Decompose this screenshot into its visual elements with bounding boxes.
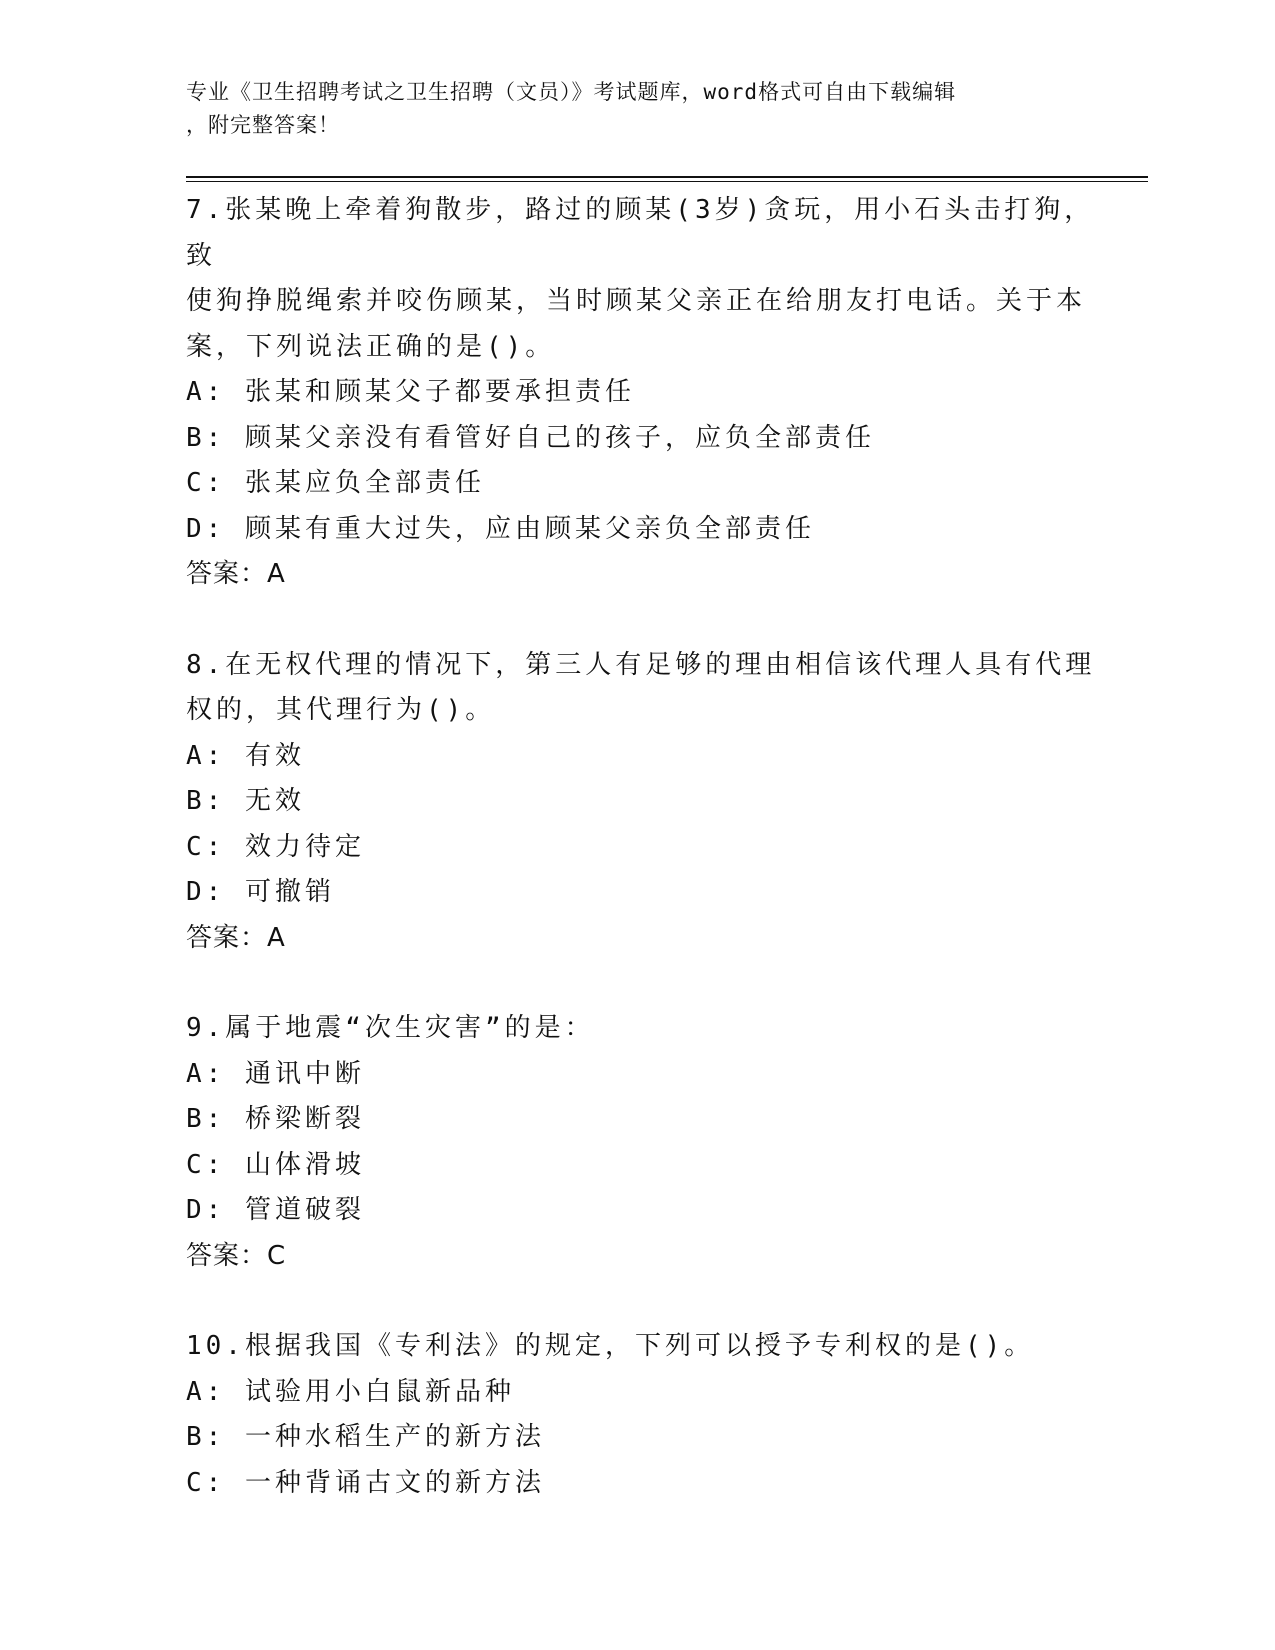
question-stem-line: 权的，其代理行为()。 (186, 695, 496, 725)
answer-option: B: 桥梁断裂 (186, 1104, 365, 1134)
question-stem-line: 使狗挣脱绳索并咬伤顾某，当时顾某父亲正在给朋友打电话。关于本 (186, 286, 1087, 316)
header-line-2: ，附完整答案！ (186, 113, 340, 137)
question-block (186, 643, 1106, 962)
question-block (186, 1006, 1106, 1279)
question-block (186, 1324, 1106, 1506)
answer-option: C: 效力待定 (186, 831, 365, 862)
answer-option: A: 通讯中断 (186, 1058, 365, 1089)
question-stem-line: 7.张某晚上牵着狗散步，路过的顾某(3岁)贪玩，用小石头击打狗，致 (186, 195, 1095, 271)
answer-option: A: 试验用小白鼠新品种 (186, 1376, 515, 1407)
question-stem-line: 8.在无权代理的情况下，第三人有足够的理由相信该代理人具有代理 (186, 649, 1096, 680)
answer-option: A: 有效 (186, 740, 305, 771)
answer-key: 答案：A (186, 559, 286, 589)
header-divider-thin (186, 181, 1148, 182)
header-line-1: 专业《卫生招聘考试之卫生招聘（文员）》考试题库，word格式可自由下载编辑 (186, 80, 957, 104)
question-stem-line: 案，下列说法正确的是()。 (186, 331, 556, 362)
document-header (186, 76, 1066, 142)
answer-option: C: 张某应负全部责任 (186, 468, 485, 498)
question-stem-line: 10.根据我国《专利法》的规定，下列可以授予专利权的是()。 (186, 1331, 1035, 1361)
header-divider-thick (186, 176, 1148, 178)
answer-option: A: 张某和顾某父子都要承担责任 (186, 377, 635, 407)
answer-option: C: 一种背诵古文的新方法 (186, 1467, 545, 1498)
question-block (186, 188, 1106, 598)
answer-option: D: 管道破裂 (186, 1195, 365, 1225)
answer-option: B: 一种水稻生产的新方法 (186, 1422, 545, 1452)
question-stem-line: 9.属于地震“次生灾害”的是： (186, 1013, 595, 1043)
answer-key: 答案：C (186, 1240, 287, 1271)
answer-key: 答案：A (186, 922, 286, 953)
answer-option: D: 可撤销 (186, 877, 335, 907)
answer-option: B: 无效 (186, 786, 305, 816)
answer-option: C: 山体滑坡 (186, 1149, 365, 1180)
question-list (186, 188, 1106, 1551)
answer-option: B: 顾某父亲没有看管好自己的孩子，应负全部责任 (186, 422, 875, 453)
answer-option: D: 顾某有重大过失，应由顾某父亲负全部责任 (186, 513, 815, 544)
